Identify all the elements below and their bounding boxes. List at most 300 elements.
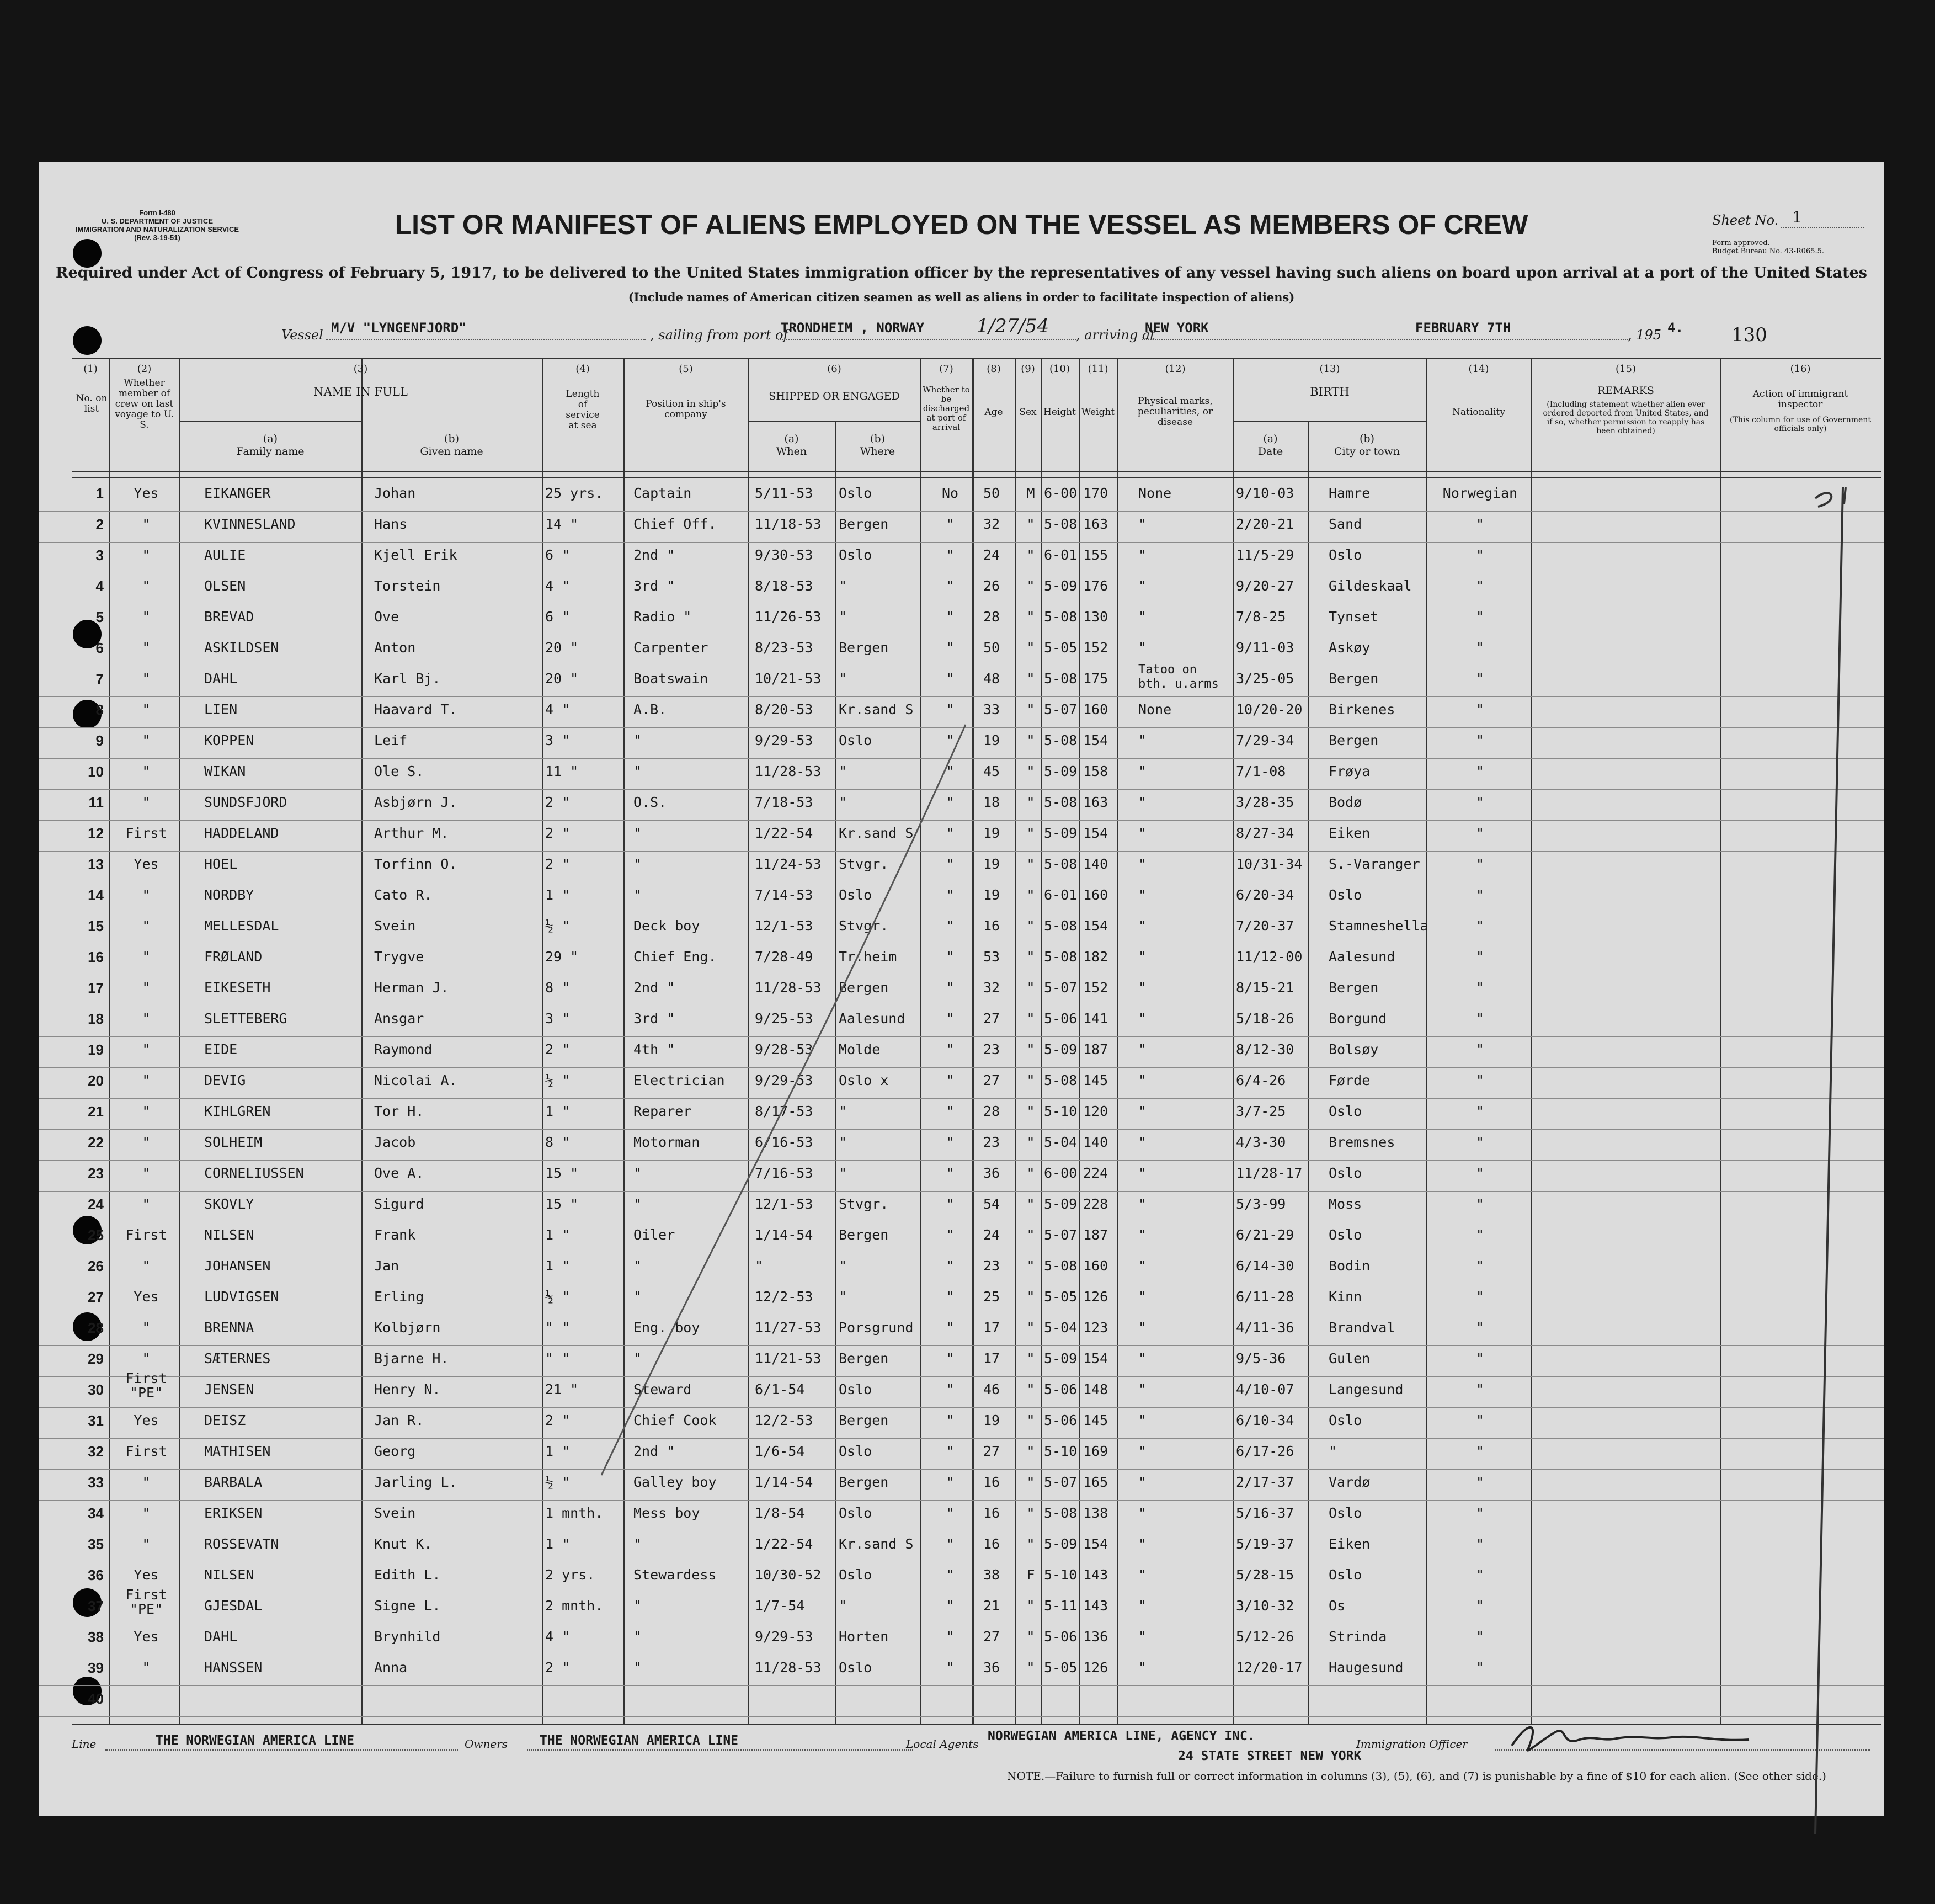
- cell-when: 1/8-54: [755, 1505, 805, 1521]
- cell-family: HADDELAND: [204, 825, 279, 841]
- cell-service: 6 ": [545, 609, 571, 625]
- cell-marks: ": [1138, 1258, 1147, 1274]
- cell-service: 15 ": [545, 1165, 579, 1181]
- cell-family: NORDBY: [204, 887, 254, 903]
- cell-sex: ": [1026, 856, 1035, 872]
- cell-bdate: 11/12-00: [1236, 949, 1303, 965]
- cell-age: 28: [983, 1103, 1000, 1119]
- cell-weight: 155: [1083, 547, 1108, 563]
- cell-marks: ": [1138, 1505, 1147, 1521]
- cell-marks: ": [1138, 1134, 1147, 1150]
- cell-age: 17: [983, 1350, 1000, 1366]
- cell-when: 1/14-54: [755, 1474, 813, 1490]
- cell-disch: ": [946, 1165, 955, 1181]
- cell-sex: ": [1026, 1165, 1035, 1181]
- table-row: [39, 543, 1884, 573]
- cell-disch: ": [946, 918, 955, 934]
- cell-age: 19: [983, 825, 1000, 841]
- cell-service: 1 ": [545, 1536, 571, 1552]
- owners-label: Owners: [465, 1737, 508, 1751]
- cell-height: 5-09: [1044, 1536, 1078, 1552]
- cell-age: 28: [983, 609, 1000, 625]
- cell-height: 5-08: [1044, 1072, 1078, 1088]
- cell-service: 2 yrs.: [545, 1567, 595, 1583]
- cell-height: 5-09: [1044, 1041, 1078, 1057]
- cell-height: 6-01: [1044, 547, 1078, 563]
- cell-sex: ": [1026, 1505, 1035, 1521]
- cell-when: 9/29-53: [755, 1072, 813, 1088]
- cell-no: 40: [88, 1690, 104, 1707]
- cell-sex: ": [1026, 671, 1035, 687]
- cell-when: 9/30-53: [755, 547, 813, 563]
- cell-where: Kr.sand S: [839, 825, 914, 841]
- cell-height: 5-07: [1044, 1474, 1078, 1490]
- footer-note: NOTE.—Failure to furnish full or correct information in columns (3), (5), (6), and (7) is punishable by a fine of $10 for each alien. (See other side.): [1007, 1769, 1826, 1783]
- col8-header: Age: [984, 407, 1003, 418]
- cell-service: 4 ": [545, 1629, 571, 1645]
- cell-marks: ": [1138, 640, 1147, 656]
- cell-when: 12/1-53: [755, 1196, 813, 1212]
- cell-last: ": [142, 918, 151, 934]
- cell-family: ASKILDSEN: [204, 640, 279, 656]
- cell-given: Hans: [374, 516, 408, 532]
- cell-family: ROSSEVATN: [204, 1536, 279, 1552]
- cell-nat: ": [1475, 1536, 1485, 1552]
- cell-where: Stvgr.: [839, 856, 889, 872]
- cell-height: 5-09: [1044, 763, 1078, 779]
- cell-sex: ": [1026, 516, 1035, 532]
- cell-height: 5-09: [1044, 825, 1078, 841]
- cell-marks: ": [1138, 1350, 1147, 1366]
- cell-sex: ": [1026, 1381, 1035, 1397]
- cell-where: ": [839, 578, 847, 594]
- cell-where: Stvgr.: [839, 1196, 889, 1212]
- cell-position: ": [633, 1598, 642, 1614]
- cell-position: Boatswain: [633, 671, 708, 687]
- cell-weight: 187: [1083, 1227, 1108, 1243]
- cell-where: ": [839, 1134, 847, 1150]
- cell-given: Nicolai A.: [374, 1072, 457, 1088]
- agents-value: NORWEGIAN AMERICA LINE, AGENCY INC.: [988, 1729, 1255, 1743]
- revision: (Rev. 3-19-51): [134, 233, 180, 242]
- col7-header: Whether to be discharged at port of arrival: [923, 385, 970, 432]
- cell-last: ": [142, 701, 151, 717]
- cell-last: ": [142, 609, 151, 625]
- cell-marks: ": [1138, 825, 1147, 841]
- cell-height: 5-10: [1044, 1443, 1078, 1459]
- cell-bdate: 6/11-28: [1236, 1289, 1294, 1305]
- cell-nat: ": [1475, 887, 1485, 903]
- line-label: Line: [72, 1737, 97, 1751]
- corner-number: 130: [1731, 324, 1767, 346]
- cell-family: HOEL: [204, 856, 238, 872]
- cell-last: First: [125, 1443, 167, 1459]
- cell-disch: ": [946, 1629, 955, 1645]
- cell-disch: ": [946, 1660, 955, 1676]
- cell-sex: ": [1026, 1134, 1035, 1150]
- cell-height: 5-04: [1044, 1320, 1078, 1336]
- cell-family: DEVIG: [204, 1072, 246, 1088]
- cell-no: 23: [88, 1165, 104, 1182]
- cell-given: Anton: [374, 640, 416, 656]
- cell-age: 27: [983, 1072, 1000, 1088]
- approval-block: [1712, 239, 1824, 256]
- cell-given: Georg: [374, 1443, 416, 1459]
- cell-when: 11/26-53: [755, 609, 822, 625]
- cell-last: Yes: [134, 1412, 159, 1428]
- cell-nat: Norwegian: [1442, 485, 1518, 501]
- cell-service: 1 ": [545, 1258, 571, 1274]
- cell-bplace: Tynset: [1329, 609, 1379, 625]
- cell-where: Oslo x: [839, 1072, 889, 1088]
- cell-service: 4 ": [545, 578, 571, 594]
- cell-weight: 141: [1083, 1010, 1108, 1027]
- cell-sex: ": [1026, 1041, 1035, 1057]
- col5-header: Position in ship's company: [646, 398, 726, 420]
- cell-last: First: [125, 825, 167, 841]
- cell-disch: ": [946, 701, 955, 717]
- col5-number: (5): [679, 363, 693, 375]
- cell-last: ": [142, 1320, 151, 1336]
- cell-disch: ": [946, 1350, 955, 1366]
- cell-height: 5-07: [1044, 980, 1078, 996]
- cell-nat: ": [1475, 1567, 1485, 1583]
- header-bottom-border: [72, 471, 1881, 472]
- cell-age: 17: [983, 1320, 1000, 1336]
- cell-disch: ": [946, 763, 955, 779]
- cell-where: Oslo: [839, 547, 872, 563]
- cell-service: 2 ": [545, 825, 571, 841]
- subheader-rule: [748, 421, 920, 422]
- cell-nat: ": [1475, 918, 1485, 934]
- cell-family: NILSEN: [204, 1567, 254, 1583]
- cell-weight: 169: [1083, 1443, 1108, 1459]
- cell-family: SUNDSFJORD: [204, 794, 287, 810]
- cell-family: OLSEN: [204, 578, 246, 594]
- cell-bplace: Os: [1329, 1598, 1346, 1614]
- cell-age: 25: [983, 1289, 1000, 1305]
- cell-where: Stvgr.: [839, 918, 889, 934]
- cell-when: 11/24-53: [755, 856, 822, 872]
- cell-age: 19: [983, 732, 1000, 748]
- cell-disch: ": [946, 1227, 955, 1243]
- cell-position: ": [633, 1165, 642, 1181]
- cell-given: Frank: [374, 1227, 416, 1243]
- cell-height: 5-09: [1044, 578, 1078, 594]
- cell-no: 12: [88, 825, 104, 842]
- cell-nat: ": [1475, 949, 1485, 965]
- cell-given: Leif: [374, 732, 408, 748]
- cell-bdate: 7/8-25: [1236, 609, 1286, 625]
- cell-nat: ": [1475, 1350, 1485, 1366]
- cell-bdate: 3/7-25: [1236, 1103, 1286, 1119]
- cell-nat: ": [1475, 980, 1485, 996]
- owners-underline: [527, 1749, 913, 1751]
- cell-weight: 148: [1083, 1381, 1108, 1397]
- cell-nat: ": [1475, 1660, 1485, 1676]
- cell-marks: ": [1138, 1165, 1147, 1181]
- cell-bplace: Oslo: [1329, 1412, 1362, 1428]
- cell-where: Porsgrund: [839, 1320, 914, 1336]
- cell-age: 23: [983, 1134, 1000, 1150]
- cell-where: ": [839, 1598, 847, 1614]
- cell-family: DAHL: [204, 671, 238, 687]
- cell-bdate: 5/28-15: [1236, 1567, 1294, 1583]
- cell-given: Karl Bj.: [374, 671, 441, 687]
- cell-when: 1/6-54: [755, 1443, 805, 1459]
- cell-no: 11: [88, 794, 104, 811]
- cell-bplace: Aalesund: [1329, 949, 1395, 965]
- cell-no: 18: [88, 1010, 104, 1027]
- col13-header: BIRTH: [1310, 385, 1350, 398]
- cell-disch: ": [946, 1474, 955, 1490]
- cell-sex: ": [1026, 1103, 1035, 1119]
- cell-height: 5-08: [1044, 732, 1078, 748]
- cell-family: BREVAD: [204, 609, 254, 625]
- cell-sex: ": [1026, 547, 1035, 563]
- cell-last: ": [142, 1072, 151, 1088]
- cell-age: 50: [983, 485, 1000, 501]
- cell-age: 33: [983, 701, 1000, 717]
- cell-disch: ": [946, 1567, 955, 1583]
- cell-last: ": [142, 1536, 151, 1552]
- cell-disch: ": [946, 547, 955, 563]
- col1-header: No. on list: [76, 393, 108, 414]
- cell-given: Jacob: [374, 1134, 416, 1150]
- cell-service: 1 ": [545, 887, 571, 903]
- cell-marks: ": [1138, 763, 1147, 779]
- cell-nat: ": [1475, 1320, 1485, 1336]
- cell-last: ": [142, 1660, 151, 1676]
- cell-marks: ": [1138, 856, 1147, 872]
- cell-where: Oslo: [839, 1567, 872, 1583]
- cell-nat: ": [1475, 1072, 1485, 1088]
- cell-bdate: 6/14-30: [1236, 1258, 1294, 1274]
- table-row: [39, 1624, 1884, 1655]
- arrival-date: FEBRUARY 7TH: [1415, 320, 1511, 336]
- punch-hole: [73, 239, 102, 268]
- cell-last: ": [142, 640, 151, 656]
- cell-marks: ": [1138, 1227, 1147, 1243]
- cell-weight: 140: [1083, 1134, 1108, 1150]
- cell-height: 6-00: [1044, 485, 1078, 501]
- cell-last: ": [142, 1350, 151, 1366]
- cell-age: 19: [983, 1412, 1000, 1428]
- cell-given: Svein: [374, 1505, 416, 1521]
- cell-family: FRØLAND: [204, 949, 263, 965]
- col6-number: (6): [827, 363, 841, 375]
- col2-number: (2): [137, 363, 152, 375]
- cell-when: 8/17-53: [755, 1103, 813, 1119]
- cell-family: SOLHEIM: [204, 1134, 263, 1150]
- cell-bdate: 11/28-17: [1236, 1165, 1303, 1181]
- cell-sex: ": [1026, 1629, 1035, 1645]
- cell-where: ": [839, 763, 847, 779]
- cell-marks: ": [1138, 1598, 1147, 1614]
- cell-nat: ": [1475, 516, 1485, 532]
- cell-sex: ": [1026, 763, 1035, 779]
- cell-where: Bergen: [839, 640, 889, 656]
- col13-number: (13): [1319, 363, 1340, 375]
- header-double-border: [72, 477, 1881, 478]
- cell-height: 5-04: [1044, 1134, 1078, 1150]
- cell-nat: ": [1475, 1505, 1485, 1521]
- cell-position: 3rd ": [633, 578, 675, 594]
- cell-marks: ": [1138, 609, 1147, 625]
- arriving-label: , arriving at: [1076, 327, 1155, 343]
- cell-marks: ": [1138, 516, 1147, 532]
- cell-position: ": [633, 856, 642, 872]
- cell-where: ": [839, 1165, 847, 1181]
- cell-last: First: [125, 1227, 167, 1243]
- col12-header: Physical marks, peculiarities, or disease: [1137, 396, 1213, 428]
- cell-disch: ": [946, 1443, 955, 1459]
- subtitle-note: (Include names of American citizen seamen as well as aliens in order to facilitate inspection of aliens): [628, 290, 1295, 304]
- cell-marks: ": [1138, 732, 1147, 748]
- subtitle: Required under Act of Congress of February 5, 1917, to be delivered to the United States immigration officer by the representatives of any vessel having such aliens on board upon arrival at a port of the United States: [56, 264, 1867, 281]
- cell-given: Kjell Erik: [374, 547, 457, 563]
- cell-when: 10/21-53: [755, 671, 822, 687]
- cell-service: 2 ": [545, 1660, 571, 1676]
- cell-weight: 143: [1083, 1598, 1108, 1614]
- cell-age: 45: [983, 763, 1000, 779]
- cell-where: Tr.heim: [839, 949, 897, 965]
- cell-disch: ": [946, 671, 955, 687]
- cell-family: JENSEN: [204, 1381, 254, 1397]
- punch-hole: [73, 326, 102, 355]
- cell-when: 11/28-53: [755, 1660, 822, 1676]
- cell-no: 14: [88, 887, 104, 903]
- cell-age: 54: [983, 1196, 1000, 1212]
- cell-weight: 152: [1083, 640, 1108, 656]
- cell-service: 1 ": [545, 1443, 571, 1459]
- cell-service: 1 ": [545, 1227, 571, 1243]
- cell-last: Yes: [134, 1567, 159, 1583]
- cell-when: 11/27-53: [755, 1320, 822, 1336]
- cell-given: Anna: [374, 1660, 408, 1676]
- cell-no: 9: [95, 732, 104, 749]
- cell-bdate: 11/5-29: [1236, 547, 1294, 563]
- cell-family: MATHISEN: [204, 1443, 271, 1459]
- cell-bplace: Bolsøy: [1329, 1041, 1379, 1057]
- cell-bdate: 4/3-30: [1236, 1134, 1286, 1150]
- cell-height: 5-08: [1044, 1505, 1078, 1521]
- cell-height: 5-09: [1044, 1196, 1078, 1212]
- cell-weight: 154: [1083, 918, 1108, 934]
- cell-service: 21 ": [545, 1381, 579, 1397]
- cell-disch: ": [946, 516, 955, 532]
- subheader-rule: [179, 421, 361, 422]
- cell-weight: 163: [1083, 794, 1108, 810]
- cell-last: First "PE": [125, 1587, 167, 1617]
- cell-when: 9/29-53: [755, 732, 813, 748]
- cell-service: " ": [545, 1320, 571, 1336]
- cell-nat: ": [1475, 1010, 1485, 1027]
- cell-nat: ": [1475, 1443, 1485, 1459]
- cell-service: 8 ": [545, 980, 571, 996]
- cell-bplace: Bremsnes: [1329, 1134, 1395, 1150]
- cell-given: Torstein: [374, 578, 441, 594]
- cell-sex: ": [1026, 1258, 1035, 1274]
- cell-family: BRENNA: [204, 1320, 254, 1336]
- cell-nat: ": [1475, 1629, 1485, 1645]
- cell-no: 16: [88, 949, 104, 965]
- cell-last: ": [142, 1196, 151, 1212]
- cell-bdate: 3/10-32: [1236, 1598, 1294, 1614]
- cell-bdate: 7/29-34: [1236, 732, 1294, 748]
- cell-position: ": [633, 1258, 642, 1274]
- cell-family: KVINNESLAND: [204, 516, 296, 532]
- cell-when: 8/20-53: [755, 701, 813, 717]
- col3a-number: (a): [263, 433, 278, 445]
- cell-marks: ": [1138, 1289, 1147, 1305]
- cell-weight: 130: [1083, 609, 1108, 625]
- cell-disch: ": [946, 825, 955, 841]
- cell-disch: ": [946, 1258, 955, 1274]
- cell-bplace: Oslo: [1329, 547, 1362, 563]
- table-row: [39, 635, 1884, 666]
- cell-where: Oslo: [839, 732, 872, 748]
- cell-given: Brynhild: [374, 1629, 441, 1645]
- cell-position: 4th ": [633, 1041, 675, 1057]
- cell-service: ½ ": [545, 1289, 571, 1305]
- cell-age: 16: [983, 1474, 1000, 1490]
- cell-sex: ": [1026, 1412, 1035, 1428]
- cell-bdate: 7/20-37: [1236, 918, 1294, 934]
- cell-height: 5-10: [1044, 1567, 1078, 1583]
- cell-weight: 187: [1083, 1041, 1108, 1057]
- cell-given: Kolbjørn: [374, 1320, 441, 1336]
- cell-last: Yes: [134, 856, 159, 872]
- handwritten-date: 1/27/54: [977, 315, 1049, 337]
- cell-last: ": [142, 1474, 151, 1490]
- cell-age: 48: [983, 671, 1000, 687]
- cell-when: 8/23-53: [755, 640, 813, 656]
- cell-bdate: 8/12-30: [1236, 1041, 1294, 1057]
- agents-address: 24 STATE STREET NEW YORK: [1178, 1749, 1362, 1763]
- cell-no: 31: [88, 1412, 104, 1429]
- cell-age: 16: [983, 1505, 1000, 1521]
- cell-last: ": [142, 794, 151, 810]
- col16-number: (16): [1790, 363, 1811, 375]
- cell-no: 20: [88, 1072, 104, 1089]
- cell-sex: ": [1026, 887, 1035, 903]
- cell-position: A.B.: [633, 701, 667, 717]
- cell-where: Kr.sand S: [839, 701, 914, 717]
- cell-bplace: Haugesund: [1329, 1660, 1404, 1676]
- cell-bplace: Eiken: [1329, 825, 1371, 841]
- cell-height: 5-08: [1044, 671, 1078, 687]
- cell-family: SÆTERNES: [204, 1350, 271, 1366]
- cell-height: 5-09: [1044, 1350, 1078, 1366]
- owners-value: THE NORWEGIAN AMERICA LINE: [540, 1733, 739, 1748]
- cell-bdate: 10/31-34: [1236, 856, 1303, 872]
- cell-given: Haavard T.: [374, 701, 457, 717]
- cell-position: ": [633, 1350, 642, 1366]
- cell-bplace: Oslo: [1329, 1505, 1362, 1521]
- sheet-label: Sheet No.: [1712, 212, 1779, 228]
- cell-height: 5-08: [1044, 1258, 1078, 1274]
- cell-no: 8: [95, 701, 104, 718]
- cell-service: 11 ": [545, 763, 579, 779]
- cell-no: 29: [88, 1350, 104, 1367]
- cell-sex: ": [1026, 609, 1035, 625]
- cell-when: 9/28-53: [755, 1041, 813, 1057]
- cell-disch: ": [946, 980, 955, 996]
- cell-when: 1/22-54: [755, 825, 813, 841]
- cell-where: Kr.sand S: [839, 1536, 914, 1552]
- cell-bdate: 6/20-34: [1236, 887, 1294, 903]
